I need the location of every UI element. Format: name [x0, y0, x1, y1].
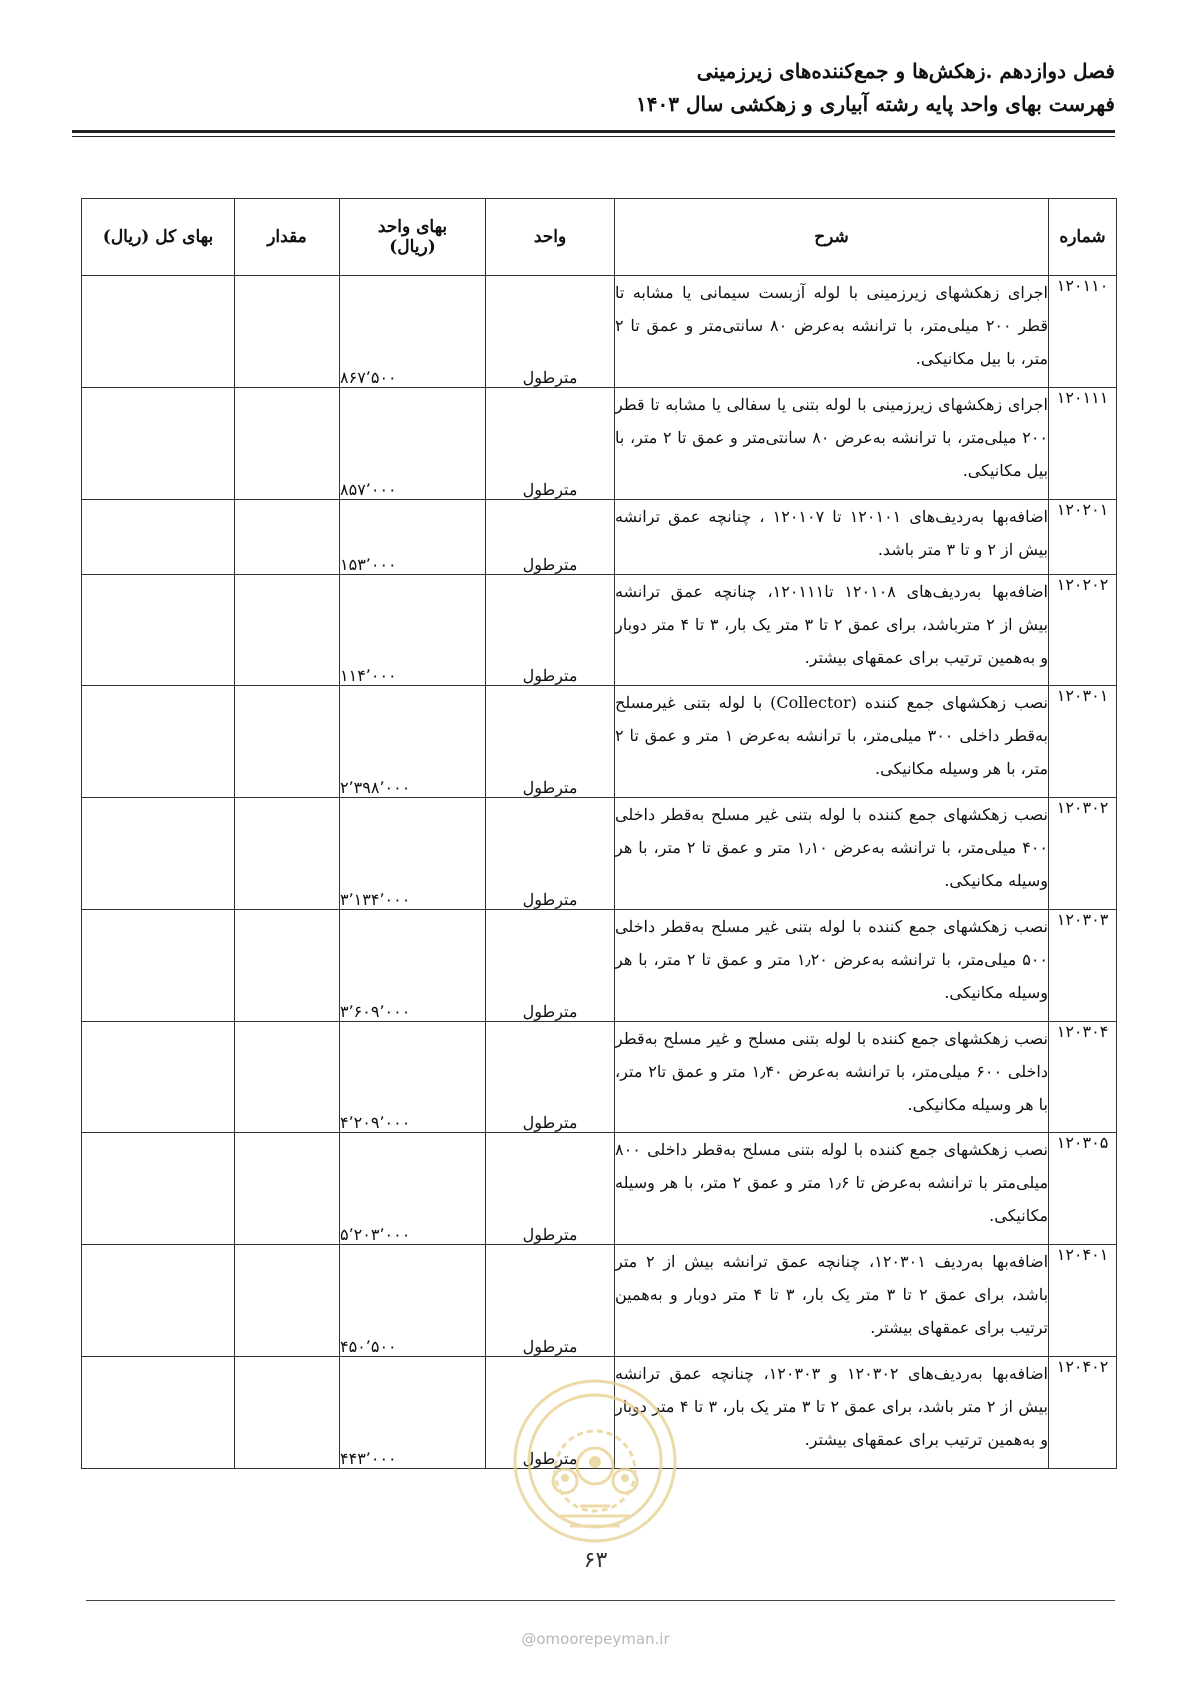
row-unit-price: ۴۴۳٬۰۰۰ [340, 1357, 486, 1469]
row-quantity [235, 499, 340, 574]
row-number: ۱۲۰۳۰۴ [1049, 1021, 1117, 1133]
row-description: اضافه‌بها به‌ردیف‌های ۱۲۰۳۰۲ و ۱۲۰۳۰۳، چنانچه عمق ترانشه بیش از ۲ متر باشد، برای عمق ۲ تا ۳ متر یک بار، ۳ تا ۴ متر دوبار و به‌همین ترتیب برای عمقهای بیشتر. [615, 1357, 1049, 1469]
row-unit: مترطول [486, 1357, 615, 1469]
row-quantity [235, 1357, 340, 1469]
row-unit-price: ۵٬۲۰۳٬۰۰۰ [340, 1133, 486, 1245]
row-description: نصب زهکشهای جمع کننده با لوله بتنی مسلح و غیر مسلح به‌قطر داخلی ۶۰۰ میلی‌متر، با ترانشه به‌عرض ۱٫۴۰ متر و عمق تا۲ متر، با هر وسیله مکانیکی. [615, 1021, 1049, 1133]
row-total-price [82, 798, 235, 910]
row-quantity [235, 574, 340, 686]
table-row [82, 499, 1117, 574]
page-header [76, 54, 1115, 130]
row-unit: مترطول [486, 276, 615, 388]
row-number: ۱۲۰۱۱۰ [1049, 276, 1117, 388]
row-description: نصب زهکشهای جمع کننده با لوله بتنی غیر مسلح به‌قطر داخلی ۵۰۰ میلی‌متر، با ترانشه به‌عرض ۱٫۲۰ متر و عمق تا ۲ متر، با هر وسیله مکانیکی. [615, 909, 1049, 1021]
table-row [82, 276, 1117, 388]
row-unit-price: ۲٬۳۹۸٬۰۰۰ [340, 686, 486, 798]
row-total-price [82, 1021, 235, 1133]
row-unit-price: ۸۵۷٬۰۰۰ [340, 387, 486, 499]
row-number: ۱۲۰۳۰۱ [1049, 686, 1117, 798]
table-row [82, 387, 1117, 499]
row-description: اضافه‌بها به‌ردیف ۱۲۰۳۰۱، چنانچه عمق ترانشه بیش از ۲ متر باشد، برای عمق ۲ تا ۳ متر یک بار، ۳ تا ۴ متر دوبار و به‌همین ترتیب برای عمقهای بیشتر. [615, 1245, 1049, 1357]
row-total-price [82, 1245, 235, 1357]
row-unit: مترطول [486, 909, 615, 1021]
row-description: نصب زهکشهای جمع کننده با لوله بتنی مسلح به‌قطر داخلی ۸۰۰ میلی‌متر با ترانشه به‌عرض تا ۱٫۶ متر و عمق ۲ متر، با هر وسیله مکانیکی. [615, 1133, 1049, 1245]
column-header-number: شماره [1049, 199, 1117, 276]
row-total-price [82, 1357, 235, 1469]
row-quantity [235, 909, 340, 1021]
chapter-title: فصل دوازدهم .زهکش‌ها و جمع‌کننده‌های زیرزمینی [696, 59, 1115, 83]
row-number: ۱۲۰۳۰۵ [1049, 1133, 1117, 1245]
row-number: ۱۲۰۱۱۱ [1049, 387, 1117, 499]
row-unit: مترطول [486, 574, 615, 686]
page-number: ۶۳ [583, 1548, 608, 1573]
row-description: نصب زهکشهای جمع کننده (Collector) با لوله بتنی غیرمسلح به‌قطر داخلی ۳۰۰ میلی‌متر، با ترانشه به‌عرض ۱ متر و عمق تا ۲ متر، با هر وسیله مکانیکی. [615, 686, 1049, 798]
row-total-price [82, 909, 235, 1021]
row-unit-price: ۳٬۶۰۹٬۰۰۰ [340, 909, 486, 1021]
row-total-price [82, 686, 235, 798]
row-quantity [235, 276, 340, 388]
table-row [82, 686, 1117, 798]
row-description: اضافه‌بها به‌ردیف‌های ۱۲۰۱۰۸ تا۱۲۰۱۱۱، چنانچه عمق ترانشه بیش از ۲ مترباشد، برای عمق ۲ تا ۳ متر یک بار، ۳ تا ۴ متر دوبار و به‌همین ترتیب برای عمقهای بیشتر. [615, 574, 1049, 686]
table-row [82, 909, 1117, 1021]
row-unit-price: ۴۵۰٬۵۰۰ [340, 1245, 486, 1357]
row-unit-price: ۱۵۳٬۰۰۰ [340, 499, 486, 574]
unit-price-header-line2: (ریال) [389, 237, 436, 257]
row-quantity [235, 686, 340, 798]
row-total-price [82, 276, 235, 388]
row-description: نصب زهکشهای جمع کننده با لوله بتنی غیر مسلح به‌قطر داخلی ۴۰۰ میلی‌متر، با ترانشه به‌عرض ۱٫۱۰ متر و عمق تا ۲ متر، با هر وسیله مکانیکی. [615, 798, 1049, 910]
row-total-price [82, 574, 235, 686]
row-unit: مترطول [486, 798, 615, 910]
row-unit-price: ۱۱۴٬۰۰۰ [340, 574, 486, 686]
row-unit-price: ۴٬۲۰۹٬۰۰۰ [340, 1021, 486, 1133]
table-row [82, 1021, 1117, 1133]
row-unit: مترطول [486, 387, 615, 499]
table-header-row [82, 199, 1117, 276]
row-total-price [82, 1133, 235, 1245]
row-number: ۱۲۰۳۰۲ [1049, 798, 1117, 910]
table-row [82, 798, 1117, 910]
website-watermark: @omoorepeyman.ir [521, 1630, 670, 1648]
row-description: اجرای زهکشهای زیرزمینی با لوله بتنی یا سفالی یا مشابه تا قطر ۲۰۰ میلی‌متر، با ترانشه به‌عرض ۸۰ سانتی‌متر و عمق تا ۲ متر، با بیل مکانیکی. [615, 387, 1049, 499]
row-quantity [235, 387, 340, 499]
price-list-title: فهرست بهای واحد پایه رشته آبیاری و زهکشی سال ۱۴۰۳ [636, 92, 1115, 116]
row-unit: مترطول [486, 1245, 615, 1357]
row-quantity [235, 1021, 340, 1133]
footer-divider [86, 1600, 1115, 1601]
row-total-price [82, 387, 235, 499]
row-number: ۱۲۰۲۰۲ [1049, 574, 1117, 686]
column-header-unit: واحد [486, 199, 615, 276]
column-header-unit-price [340, 199, 486, 276]
column-header-total-price: بهای کل (ریال) [82, 199, 235, 276]
column-header-quantity: مقدار [235, 199, 340, 276]
row-unit: مترطول [486, 1133, 615, 1245]
unit-price-header-line1: بهای واحد [377, 217, 448, 237]
table-row [82, 1133, 1117, 1245]
row-number: ۱۲۰۴۰۱ [1049, 1245, 1117, 1357]
row-unit-price: ۳٬۱۳۴٬۰۰۰ [340, 798, 486, 910]
watermark-seal-logo [510, 1376, 680, 1546]
row-total-price [82, 499, 235, 574]
price-table [81, 198, 1117, 1469]
row-number: ۱۲۰۴۰۲ [1049, 1357, 1117, 1469]
row-quantity [235, 1133, 340, 1245]
row-number: ۱۲۰۲۰۱ [1049, 499, 1117, 574]
row-unit: مترطول [486, 686, 615, 798]
table-row [82, 574, 1117, 686]
header-divider-thin [72, 136, 1115, 137]
row-quantity [235, 798, 340, 910]
header-divider-thick [72, 130, 1115, 133]
table-row [82, 1245, 1117, 1357]
row-number: ۱۲۰۳۰۳ [1049, 909, 1117, 1021]
row-unit-price: ۸۶۷٬۵۰۰ [340, 276, 486, 388]
row-description: اضافه‌بها به‌ردیف‌های ۱۲۰۱۰۱ تا ۱۲۰۱۰۷ ، چنانچه عمق ترانشه بیش از ۲ و تا ۳ متر باشد. [615, 499, 1049, 574]
row-unit: مترطول [486, 499, 615, 574]
column-header-description: شرح [615, 199, 1049, 276]
row-quantity [235, 1245, 340, 1357]
row-description: اجرای زهکشهای زیرزمینی با لوله آزبست سیمانی یا مشابه تا قطر ۲۰۰ میلی‌متر، با ترانشه به‌عرض ۸۰ سانتی‌متر و عمق تا ۲ متر، با بیل مکانیکی. [615, 276, 1049, 388]
row-unit: مترطول [486, 1021, 615, 1133]
